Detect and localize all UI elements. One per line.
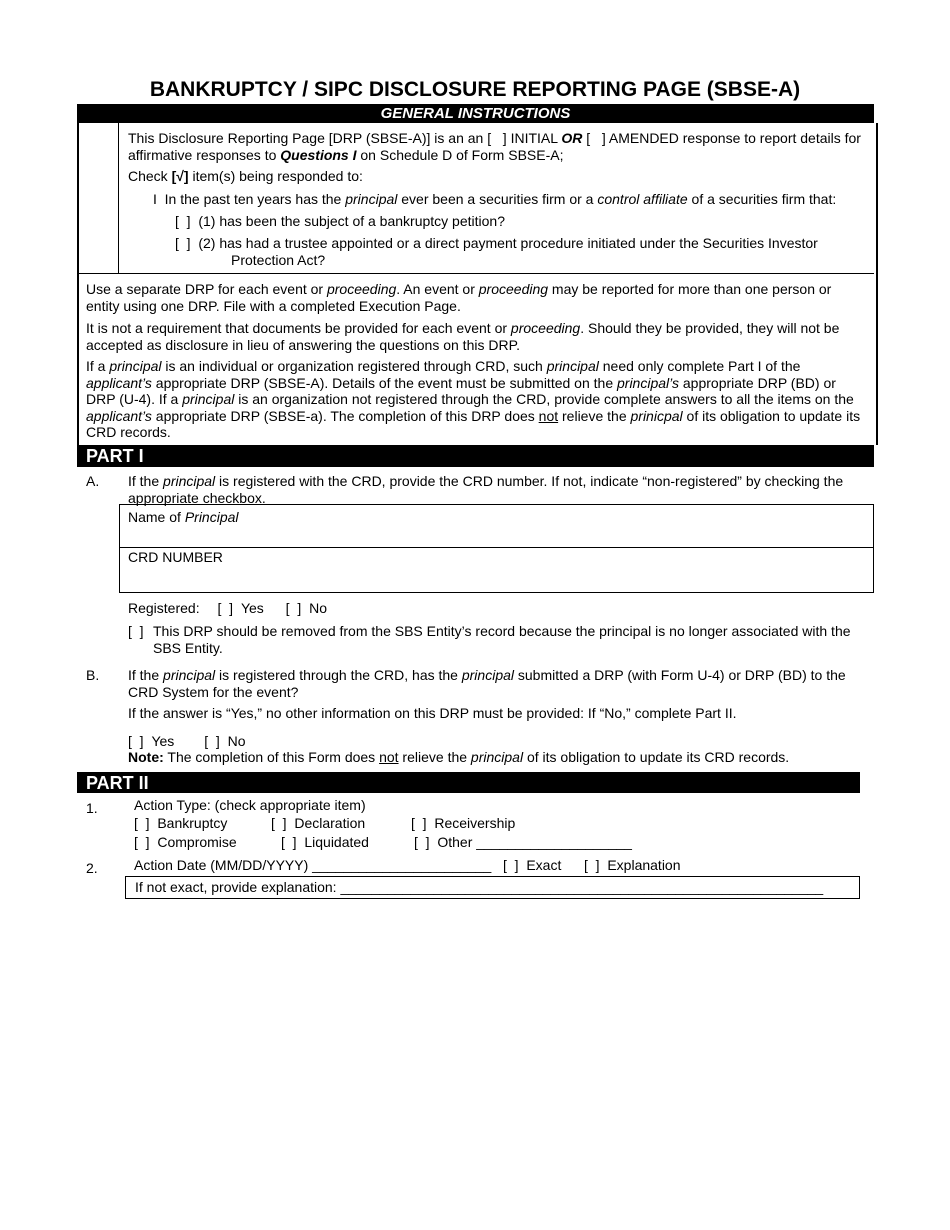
instructions-paragraph-2: It is not a requirement that documents be provided for each event or proceeding. Should they be provided, they will not be accepted as disclosure in lieu of answering the questions on this DRP. [86, 320, 840, 353]
general-instructions-heading: GENERAL INSTRUCTIONS [77, 104, 874, 123]
part-1-b-label: B. [86, 667, 100, 683]
explanation-field-label: If not exact, provide explanation: ______________________________________________________________ [135, 879, 824, 895]
bankruptcy-checkbox[interactable]: [ ] [134, 815, 150, 831]
part-1-a-text: If the principal is registered with the CRD, provide the CRD number. If not, indicate “non-registered” by checking the appropriate checkbox. [128, 473, 844, 506]
general-instructions-separator [77, 273, 874, 274]
other-checkbox[interactable]: [ ] [414, 834, 430, 850]
receivership-checkbox[interactable]: [ ] [411, 815, 427, 831]
part-1-note: Note: The completion of this Form does not relieve the principal of its obligation to update its CRD records. [128, 749, 790, 765]
question-I: I In the past ten years has the principal ever been a securities firm or a control affiliate of a securities firm that: [153, 191, 837, 207]
instructions-intro: This Disclosure Reporting Page [DRP (SBSE-A)] is an an [ ] INITIAL OR [ ] AMENDED response to report details for affirmative responses to Questions I on Schedule D of Form SBSE-A; [128, 130, 861, 163]
registered-row: Registered: [ ] Yes [ ] No [128, 600, 328, 616]
b-yes-checkbox[interactable]: [ ] [128, 733, 144, 749]
action-type-option[interactable]: [ ] Compromise [134, 834, 237, 850]
part-1-heading: PART I [77, 445, 874, 467]
exact-checkbox[interactable]: [ ] [503, 857, 519, 873]
action-date-field[interactable]: Action Date (MM/DD/YYYY) _______________________ [134, 857, 492, 873]
b-no-checkbox[interactable]: [ ] [204, 733, 220, 749]
question-1: [ ] (1) has been the subject of a bankruptcy petition? [175, 213, 505, 229]
question-2: [ ] (2) has had a trustee appointed or a direct payment procedure initiated under the Securities Investor Protection Act? [175, 235, 818, 268]
crd-number-field[interactable] [119, 547, 874, 593]
explanation-option[interactable]: [ ] Explanation [584, 857, 681, 873]
item-2-number: 2. [86, 860, 98, 876]
part-1-b-answer-row: [ ] Yes [ ] No [128, 733, 246, 749]
part-1-b-answer-instruction: If the answer is “Yes,” no other information on this DRP must be provided: If “No,” complete Part II. [128, 705, 737, 721]
action-type-option[interactable]: [ ] Receivership [411, 815, 516, 831]
registered-no-checkbox[interactable]: [ ] [285, 600, 302, 616]
crd-number-label: CRD NUMBER [128, 549, 223, 565]
action-type-option[interactable]: [ ] Declaration [271, 815, 366, 831]
general-instructions-divider [118, 123, 119, 273]
principal-name-field[interactable] [119, 504, 874, 548]
instructions-paragraph-1: Use a separate DRP for each event or proceeding. An event or proceeding may be reported for more than one person or entity using one DRP. File with a completed Execution Page. [86, 281, 832, 314]
page-title: BANKRUPTCY / SIPC DISCLOSURE REPORTING PAGE (SBSE-A) [149, 78, 801, 101]
remove-drp-text: This DRP should be removed from the SBS Entity’s record because the principal is no longer associated with the SBS Entity. [153, 623, 851, 656]
question-2-checkbox[interactable]: [ ] [175, 235, 191, 251]
explanation-field[interactable] [125, 876, 860, 899]
check-instruction: Check [√] item(s) being responded to: [128, 168, 363, 184]
question-1-checkbox[interactable]: [ ] [175, 213, 191, 229]
liquidated-checkbox[interactable]: [ ] [281, 834, 297, 850]
principal-name-label: Name of Principal [128, 509, 239, 525]
action-type-option[interactable]: [ ] Liquidated [281, 834, 369, 850]
remove-drp-checkbox[interactable]: [ ] [128, 623, 144, 639]
action-type-label: Action Type: (check appropriate item) [134, 797, 366, 813]
declaration-checkbox[interactable]: [ ] [271, 815, 287, 831]
action-type-option[interactable]: [ ] Other ____________________ [414, 834, 632, 850]
instructions-paragraph-3: If a principal is an individual or organization registered through CRD, such principal need only complete Part I of the applicant’s appropriate DRP (SBSE-A). Details of the event must be submitted on the principal’s appropriate DRP (BD) or DRP (U-4). If a principal is an organization not registered through the CRD, provide complete answers to all the items on the applicant’s appropriate DRP (SBSE-a). The completion of this DRP does not relieve the prinicpal of its obligation to update its CRD records. [86, 358, 861, 440]
compromise-checkbox[interactable]: [ ] [134, 834, 150, 850]
part-1-b-text: If the principal is registered through the CRD, has the principal submitted a DRP (with Form U-4) or DRP (BD) to the CRD System for the event? [128, 667, 846, 700]
action-type-option[interactable]: [ ] Bankruptcy [134, 815, 228, 831]
explanation-checkbox[interactable]: [ ] [584, 857, 600, 873]
registered-yes-checkbox[interactable]: [ ] [217, 600, 234, 616]
initial-checkbox[interactable]: [ ] [487, 130, 507, 146]
part-2-heading: PART II [77, 772, 860, 793]
exact-option[interactable]: [ ] Exact [503, 857, 562, 873]
part-1-a-label: A. [86, 473, 100, 489]
item-1-number: 1. [86, 800, 98, 816]
amended-checkbox[interactable]: [ ] [582, 130, 606, 146]
